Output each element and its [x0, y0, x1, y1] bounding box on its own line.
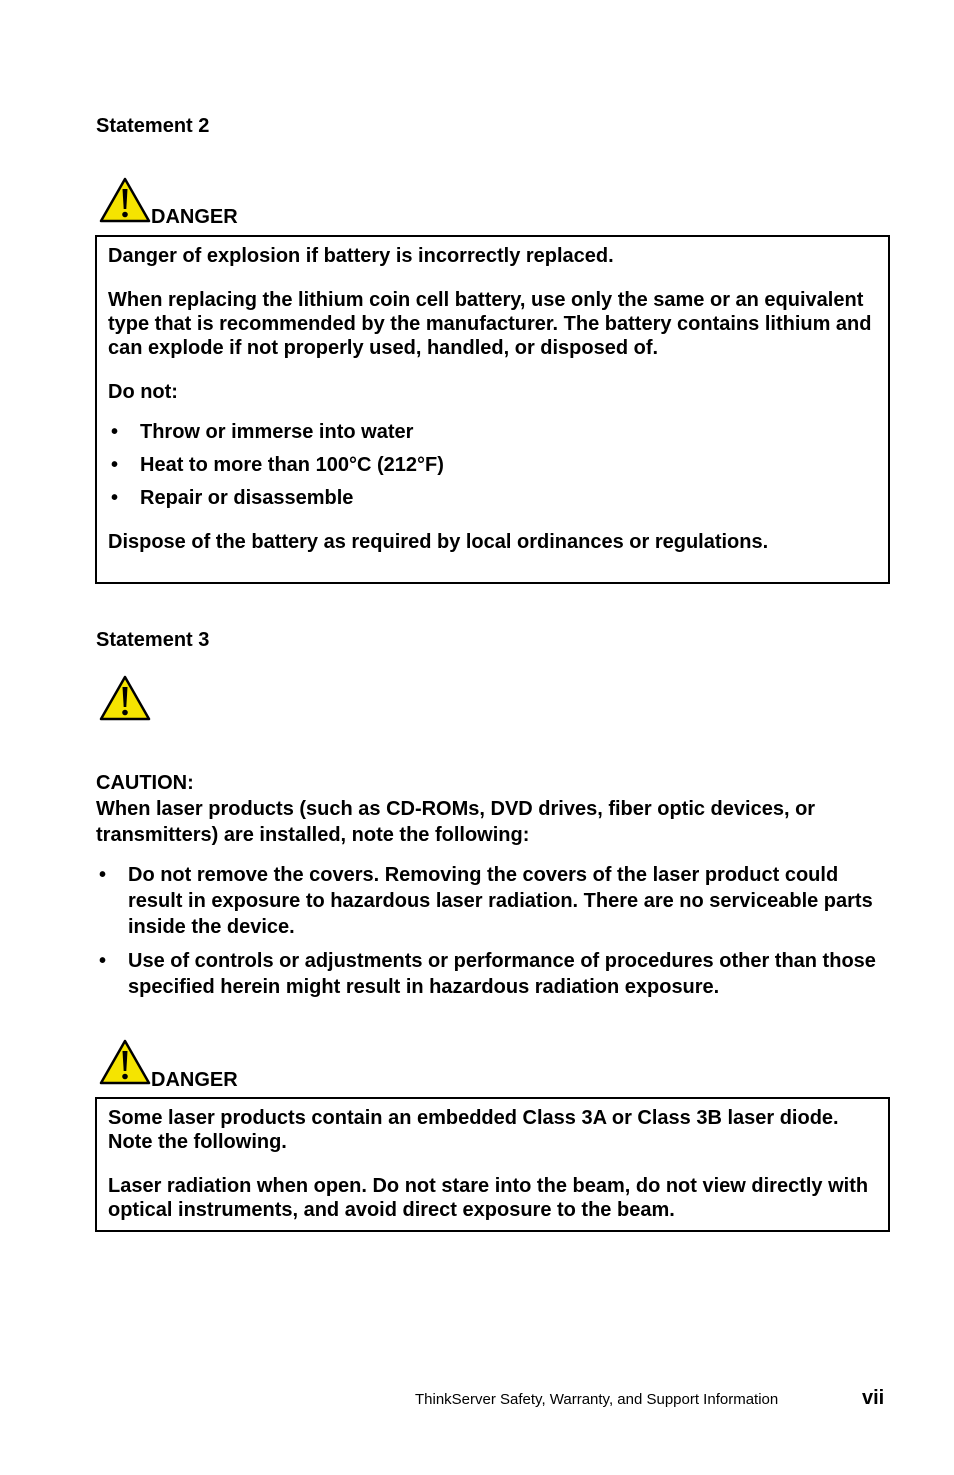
list-item: • Repair or disassemble [108, 486, 878, 510]
danger-headline: Danger of explosion if battery is incorrectly replaced. [108, 245, 614, 267]
list-item: • Do not remove the covers. Removing the covers of the laser product could result in exposure to hazardous laser radiation. There are no serviceable parts inside the device. [96, 862, 896, 940]
list-item: • Throw or immerse into water [108, 420, 878, 444]
statement-2-title: Statement 2 [96, 115, 210, 137]
statement-3-title: Statement 3 [96, 629, 210, 651]
caution-intro: When laser products (such as CD-ROMs, DVD drives, fiber optic devices, or transmitters) are installed, note the following: [96, 798, 816, 846]
laser-radiation-warning: Laser radiation when open. Do not stare into the beam, do not view directly with optical instruments, and avoid direct exposure to the beam. [108, 1175, 869, 1221]
dispose-note: Dispose of the battery as required by local ordinances or regulations. [108, 531, 769, 553]
danger-label: DANGER [151, 1069, 238, 1091]
danger-box-battery [95, 235, 890, 584]
caution-list [96, 862, 896, 1000]
page-number: vii [862, 1387, 885, 1409]
caution-section [96, 770, 896, 1000]
do-not-label: Do not: [108, 381, 178, 403]
danger-box-laser [95, 1097, 890, 1232]
warning-triangle-icon [98, 674, 152, 722]
list-item: • Use of controls or adjustments or performance of procedures other than those specified herein might result in hazardous radiation exposure. [96, 948, 896, 1000]
warning-triangle-icon [98, 1038, 152, 1086]
footer-doc-title: ThinkServer Safety, Warranty, and Support Information [415, 1391, 779, 1408]
warning-triangle-icon [98, 176, 152, 224]
laser-diode-note: Some laser products contain an embedded Class 3A or Class 3B laser diode. Note the following. [108, 1107, 839, 1153]
list-item: • Heat to more than 100°C (212°F) [108, 453, 878, 477]
battery-instructions: When replacing the lithium coin cell battery, use only the same or an equivalent type that is recommended by the manufacturer. The battery contains lithium and can explode if not properly used, handled, or disposed of. [108, 289, 872, 359]
danger-label: DANGER [151, 206, 238, 228]
caution-label: CAUTION: [96, 772, 194, 794]
do-not-list [108, 420, 878, 510]
